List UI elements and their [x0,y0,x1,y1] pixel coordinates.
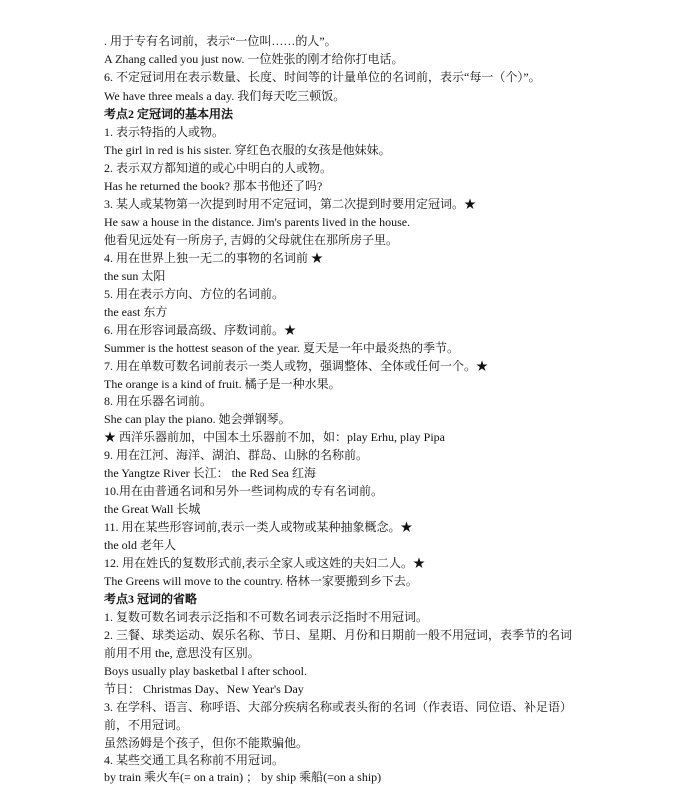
text-line: 1. 复数可数名词表示泛指和不可数名词表示泛指时不用冠词。 [104,610,429,624]
text-line: 前用不用 the, 意思没有区别。 [104,646,260,660]
text-line: by train 乘火车(= on a train) ； by ship 乘船(=on a ship) [104,770,382,784]
section-heading: 考点2 定冠词的基本用法 [104,107,234,121]
text-line: 6. 用在形容词最高级、序数词前。★ [104,323,297,337]
section-heading: 考点3 冠词的省略 [104,592,198,606]
text-line: 11. 用在某些形容词前,表示一类人或物或某种抽象概念。★ [104,520,413,534]
text-line: Boys usually play basketbal l after school. [104,664,307,678]
text-line: 虽然汤姆是个孩子，但你不能欺骗他。 [104,736,309,750]
text-line: 他看见远处有一所房子, 吉姆的父母就住在那所房子里。 [104,233,399,247]
text-line: We have three meals a day. 我们每天吃三顿饭。 [104,89,346,103]
text-line: 4. 用在世界上独一无二的事物的名词前 ★ [104,251,324,265]
text-line: 4. 某些交通工具名称前不用冠词。 [104,753,285,767]
text-line: The orange is a kind of fruit. 橘子是一种水果。 [104,377,341,391]
text-line: She can play the piano. 她会弹钢琴。 [104,412,291,426]
text-line: the sun 太阳 [104,269,166,283]
text-line: 3. 某人或某物第一次提到时用不定冠词，第二次提到时要用定冠词。★ [104,197,477,211]
text-line: Summer is the hottest season of the year. 夏天是一年中最炎热的季节。 [104,341,459,355]
text-line: He saw a house in the distance. Jim's parents lived in the house. [104,215,411,229]
text-line: 2. 表示双方都知道的或心中明白的人或物。 [104,161,333,175]
text-line: ★ 西洋乐器前加，中国本土乐器前不加，如：play Erhu, play Pipa [104,430,445,444]
text-line: 节日： Christmas Day、New Year's Day [104,682,304,696]
text-line: the old 老年人 [104,538,176,552]
text-line: 前，不用冠词。 [104,718,189,732]
text-line: The Greens will move to the country. 格林一家要搬到乡下去。 [104,574,418,588]
text-line: the east 东方 [104,305,168,319]
text-line: 3. 在学科、语言、称呼语、大部分疾病名称或表头衔的名词（作表语、同位语、补足语） [104,700,573,714]
text-line: 2. 三餐、球类运动、娱乐名称、节日、星期、月份和日期前一般不用冠词，表季节的名词 [104,628,573,642]
text-line: 10.用在由普通名词和另外一些词构成的专有名词前。 [104,484,384,498]
text-line: the Yangtze River 长江： the Red Sea 红海 [104,466,316,480]
text-line: Has he returned the book? 那本书他还了吗? [104,179,323,193]
text-line: 12. 用在姓氏的复数形式前,表示全家人或这姓的夫妇二人。★ [104,556,426,570]
text-line: 8. 用在乐器名词前。 [104,394,213,408]
text-line: 7. 用在单数可数名词前表示一类人或物，强调整体、全体或任何一个。★ [104,359,489,373]
text-line: the Great Wall 长城 [104,502,201,516]
text-line: . 用于专有名词前，表示“一位叫……的人”。 [104,34,337,48]
text-line: 6. 不定冠词用在表示数量、长度、时间等的计量单位的名词前，表示“每一（个）”。 [104,70,541,84]
text-line: 5. 用在表示方向、方位的名词前。 [104,287,285,301]
text-line: 1. 表示特指的人或物。 [104,125,225,139]
text-line: The girl in red is his sister. 穿红色衣服的女孩是他妹妹。 [104,143,391,157]
text-line: 9. 用在江河、海洋、湖泊、群岛、山脉的名称前。 [104,448,369,462]
text-line: A Zhang called you just now. 一位姓张的刚才给你打电话。 [104,52,404,66]
